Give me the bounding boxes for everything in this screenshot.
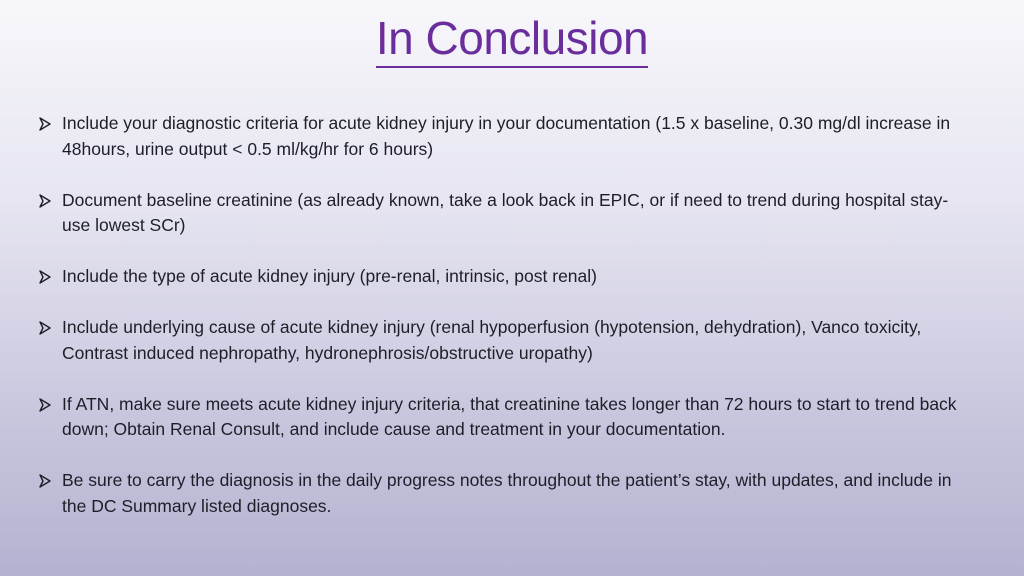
bullet-text: Include the type of acute kidney injury (pre-renal, intrinsic, post renal) (62, 266, 597, 286)
bullet-text: Include underlying cause of acute kidney injury (renal hypoperfusion (hypotension, dehydration), Vanco toxicity, Contrast induced nephropathy, hydronephrosis/obstructive uropathy) (62, 317, 922, 363)
bullet-item (36, 111, 976, 162)
bullet-item (36, 315, 976, 366)
bullet-text: Be sure to carry the diagnosis in the daily progress notes throughout the patient’s stay, with updates, and include in the DC Summary listed diagnoses. (62, 470, 952, 516)
bullet-text: If ATN, make sure meets acute kidney injury criteria, that creatinine takes longer than 72 hours to start to trend back down; Obtain Renal Consult, and include cause and treatment in your documentation. (62, 393, 957, 439)
arrow-bullet-icon (38, 117, 52, 131)
bullet-item (36, 188, 976, 239)
bullet-list (36, 111, 976, 545)
arrow-bullet-icon (38, 321, 52, 335)
slide-title-text: In Conclusion (376, 10, 648, 68)
arrow-bullet-icon (38, 474, 52, 488)
arrow-bullet-icon (38, 194, 52, 208)
arrow-bullet-icon (38, 398, 52, 412)
bullet-text: Document baseline creatinine (as already known, take a look back in EPIC, or if need to trend during hospital stay- use lowest SCr) (62, 189, 949, 235)
bullet-item (36, 264, 976, 290)
bullet-item (36, 468, 976, 519)
arrow-bullet-icon (38, 270, 52, 284)
bullet-item (36, 392, 976, 443)
bullet-text: Include your diagnostic criteria for acute kidney injury in your documentation (1.5 x baseline, 0.30 mg/dl increase in 48hours, urine output < 0.5 ml/kg/hr for 6 hours) (62, 113, 951, 159)
slide-title (0, 10, 1024, 68)
